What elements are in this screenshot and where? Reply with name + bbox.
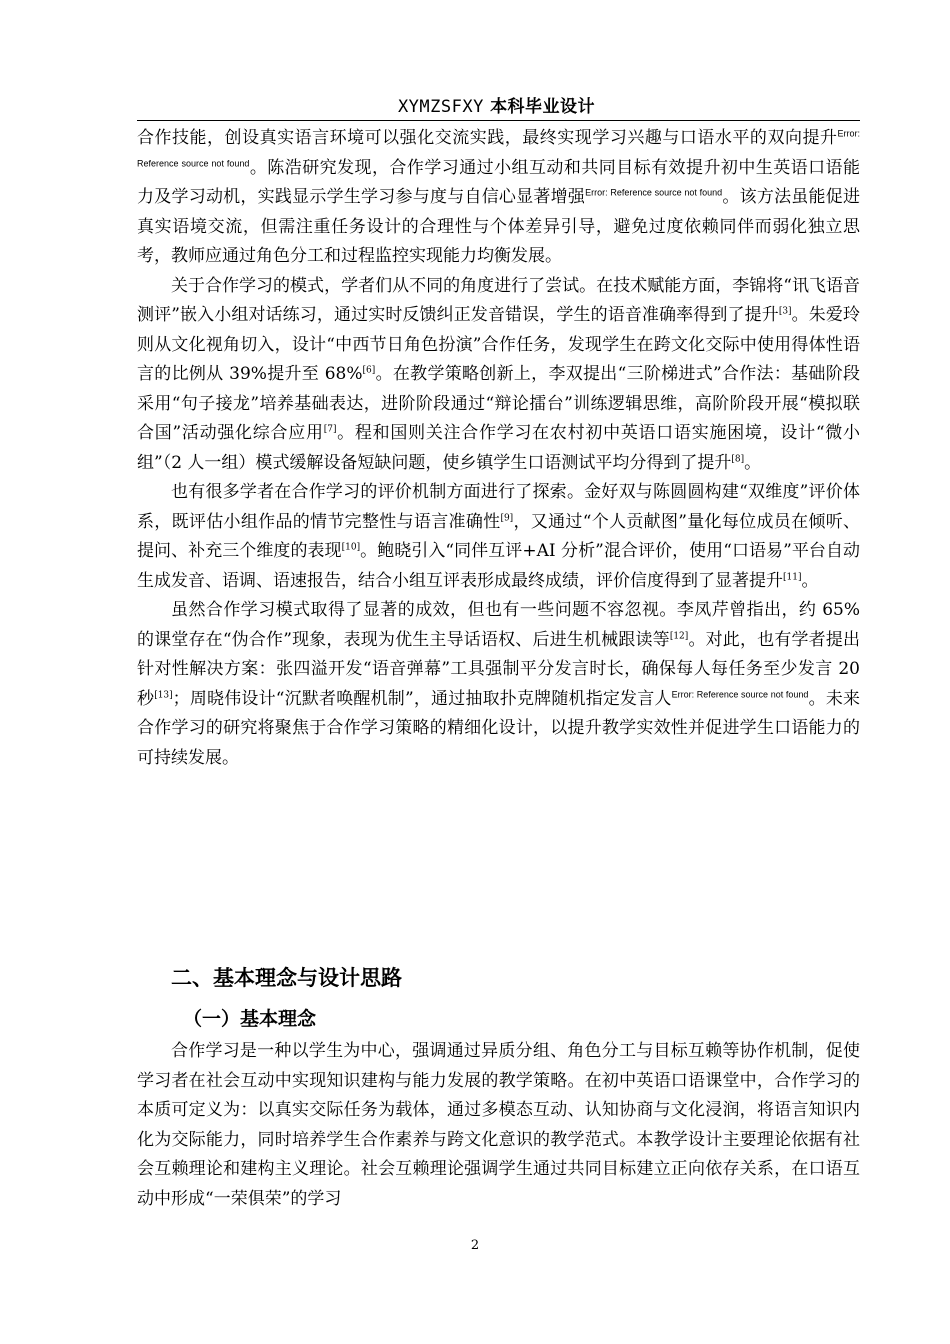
paragraph-5: 合作学习是一种以学生为中心，强调通过异质分组、角色分工与目标互赖等协作机制，促使学习者在社会互动中实现知识建构与能力发展的教学策略。在初中英语口语课堂中，合作学习的本质可定义为：以真实交际任务为载体，通过多模态互动、认知协商与文化浸润，将语言知识内化为交际能力，同时培养学生合作素养与跨文化意识的教学范式。本教学设计主要理论依据有社会互赖理论和建构主义理论。社会互赖理论强调学生通过共同目标建立正向依存关系，在口语互动中形成“一荣俱荣”的学习 xyxy=(137,1041,860,1209)
page-header xyxy=(137,92,856,117)
paragraph-4: 虽然合作学习模式取得了显著的成效，但也有一些问题不容忽视。李凤芹曾指出，约 65%的课堂存在“伪合作”现象，表现为优生主导话语权、后进生机械跟读等[12]。对此，也有学者提出针对性解决方案：张四溢开发“语音弹幕”工具强制平分发言时长，确保每人每任务至少发言 20 秒[13]；周晓伟设计“沉默者唤醒机制”，通过抽取扑克牌随机指定发言人$^{Error: Reference source not found}$。未来合作学习的研究将聚焦于合作学习策略的精细化设计，以提升教学实效性并促进学生口语能力的可持续发展。 xyxy=(137,600,861,768)
header-divider xyxy=(137,120,860,121)
body-text-2 xyxy=(137,1037,860,1214)
citation-error: Error: Reference source not found xyxy=(137,128,860,168)
citation-error: Error: Reference source not found xyxy=(585,187,723,198)
body-text xyxy=(137,124,860,773)
citation: [13] xyxy=(154,689,173,700)
paragraph-3: 也有很多学者在合作学习的评价机制方面进行了探索。金好双与陈圆圆构建“双维度”评价体系，既评估小组作品的情节完整性与语言准确性[9]，又通过“个人贡献图”量化每位成员在倾听、提问、补充三个维度的表现[10]。鲍晓引入“同伴互评+AI 分析”混合评价，使用“口语易”平台自动生成发音、语调、语速报告，结合小组互评表形成最终成绩，评价信度得到了显著提升[11]。 xyxy=(137,482,861,591)
citation-error: Error: Reference source not found xyxy=(671,688,809,699)
section-heading: 二、基本理念与设计思路 xyxy=(171,966,402,990)
header-brand: XYMZSFXY xyxy=(397,97,484,117)
citation: [8] xyxy=(731,453,745,464)
paragraph-1: 合作技能，创设真实语言环境可以强化交流实践，最终实现学习兴趣与口语水平的双向提升$^{Error: Reference source not found}$。陈浩研究发现，合作学习通过小组互动和共同目标有效提升初中生英语口语能力及学习动机，实践显示学生学习参与度与自信心显著增强$^{Error: Reference source not found}$。该方法虽能促进真实语境交流，但需注重任务设计的合理性与个体差异引导，避免过度依赖同伴而弱化独立思考，教师应通过角色分工和过程监控实现能力均衡发展。 xyxy=(137,128,861,266)
citation: [11] xyxy=(783,571,802,582)
citation: [9] xyxy=(500,512,514,523)
citation: [6] xyxy=(362,365,376,376)
citation: [3] xyxy=(778,306,792,317)
page-number: 2 xyxy=(470,1238,480,1253)
citation: [12] xyxy=(669,630,689,641)
paragraph-2: 关于合作学习的模式，学者们从不同的角度进行了尝试。在技术赋能方面，李锦将“讯飞语音测评”嵌入小组对话练习，通过实时反馈纠正发音错误，学生的语音准确率得到了提升[3]。朱爱玲则从文化视角切入，设计“中西节日角色扮演”合作任务，发现学生在跨文化交际中使用得体性语言的比例从 39%提升至 68%[6]。在教学策略创新上，李双提出“三阶梯进式”合作法：基础阶段采用“句子接龙”培养基础表达，进阶阶段通过“辩论擂台”训练逻辑思维，高阶阶段开展“模拟联合国”活动强化综合应用[7]。程和国则关注合作学习在农村初中英语口语实施困境，设计“微小组”（2 人一组）模式缓解设备短缺问题，使乡镇学生口语测试平均分得到了提升[8]。 xyxy=(137,275,860,473)
citation: [10] xyxy=(341,542,361,553)
subsection-heading: （一）基本理念 xyxy=(183,1008,317,1030)
header-title: 本科毕业设计 xyxy=(490,97,596,117)
citation: [7] xyxy=(323,424,337,435)
